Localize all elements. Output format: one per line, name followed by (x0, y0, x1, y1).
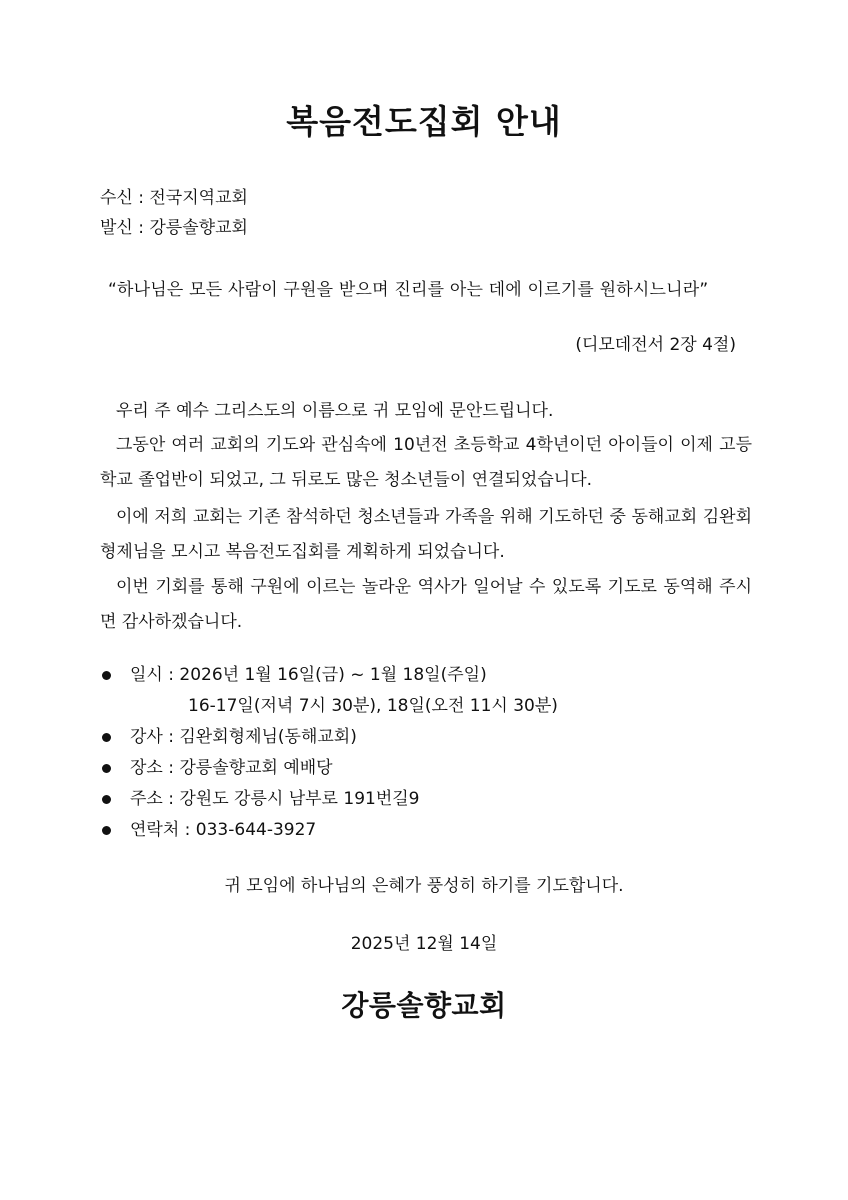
event-venue-text: 장소 : 강릉솔향교회 예배당 (130, 758, 333, 778)
event-times-text: 16-17일(저녁 7시 30분), 18일(오전 11시 30분) (188, 696, 558, 716)
body-paragraph-greeting: 우리 주 예수 그리스도의 이름으로 귀 모임에 문안드립니다. (116, 401, 554, 421)
event-date-item (102, 660, 762, 722)
event-address-item (102, 784, 762, 815)
sender-line: 발신 : 강릉솔향교회 (100, 218, 248, 238)
bullet-icon (102, 826, 111, 835)
bullet-icon (102, 795, 111, 804)
body-paragraph-request: 이번 기회를 통해 구원에 이르는 놀라운 역사가 일어날 수 있도록 기도로 동역해 주시면 감사하겠습니다. (100, 577, 752, 632)
closing-line: 귀 모임에 하나님의 은혜가 풍성히 하기를 기도합니다. (224, 876, 624, 896)
body-paragraph-background: 그동안 여러 교회의 기도와 관심속에 10년전 초등학교 4학년이던 아이들이 이제 고등학교 졸업반이 되었고, 그 뒤로도 많은 청소년들이 연결되었습니다. (100, 435, 752, 490)
bullet-icon (102, 733, 111, 742)
bullet-icon (102, 671, 111, 680)
scripture-reference: (디모데전서 2장 4절) (575, 335, 736, 355)
event-address-text: 주소 : 강원도 강릉시 남부로 191번길9 (130, 789, 420, 809)
event-speaker-item (102, 722, 762, 753)
event-details-list (102, 660, 762, 846)
issue-date: 2025년 12월 14일 (350, 934, 498, 954)
event-venue-item (102, 753, 762, 784)
bullet-icon (102, 764, 111, 773)
event-contact-item (102, 815, 762, 846)
document-title: 복음전도집회 안내 (286, 102, 562, 141)
event-contact-text: 연락처 : 033-644-3927 (130, 820, 317, 840)
event-date-text: 일시 : 2026년 1월 16일(금) ~ 1월 18일(주일) (130, 665, 487, 685)
recipient-line: 수신 : 전국지역교회 (100, 188, 248, 208)
event-speaker-text: 강사 : 김완회형제님(동해교회) (130, 727, 357, 747)
scripture-quote: “하나님은 모든 사람이 구원을 받으며 진리를 아는 데에 이르기를 원하시느니라” (108, 280, 709, 300)
body-paragraph-plan: 이에 저희 교회는 기존 참석하던 청소년들과 가족을 위해 기도하던 중 동해교회 김완회형제님을 모시고 복음전도집회를 계획하게 되었습니다. (100, 507, 752, 562)
signature: 강릉솔향교회 (341, 989, 507, 1022)
